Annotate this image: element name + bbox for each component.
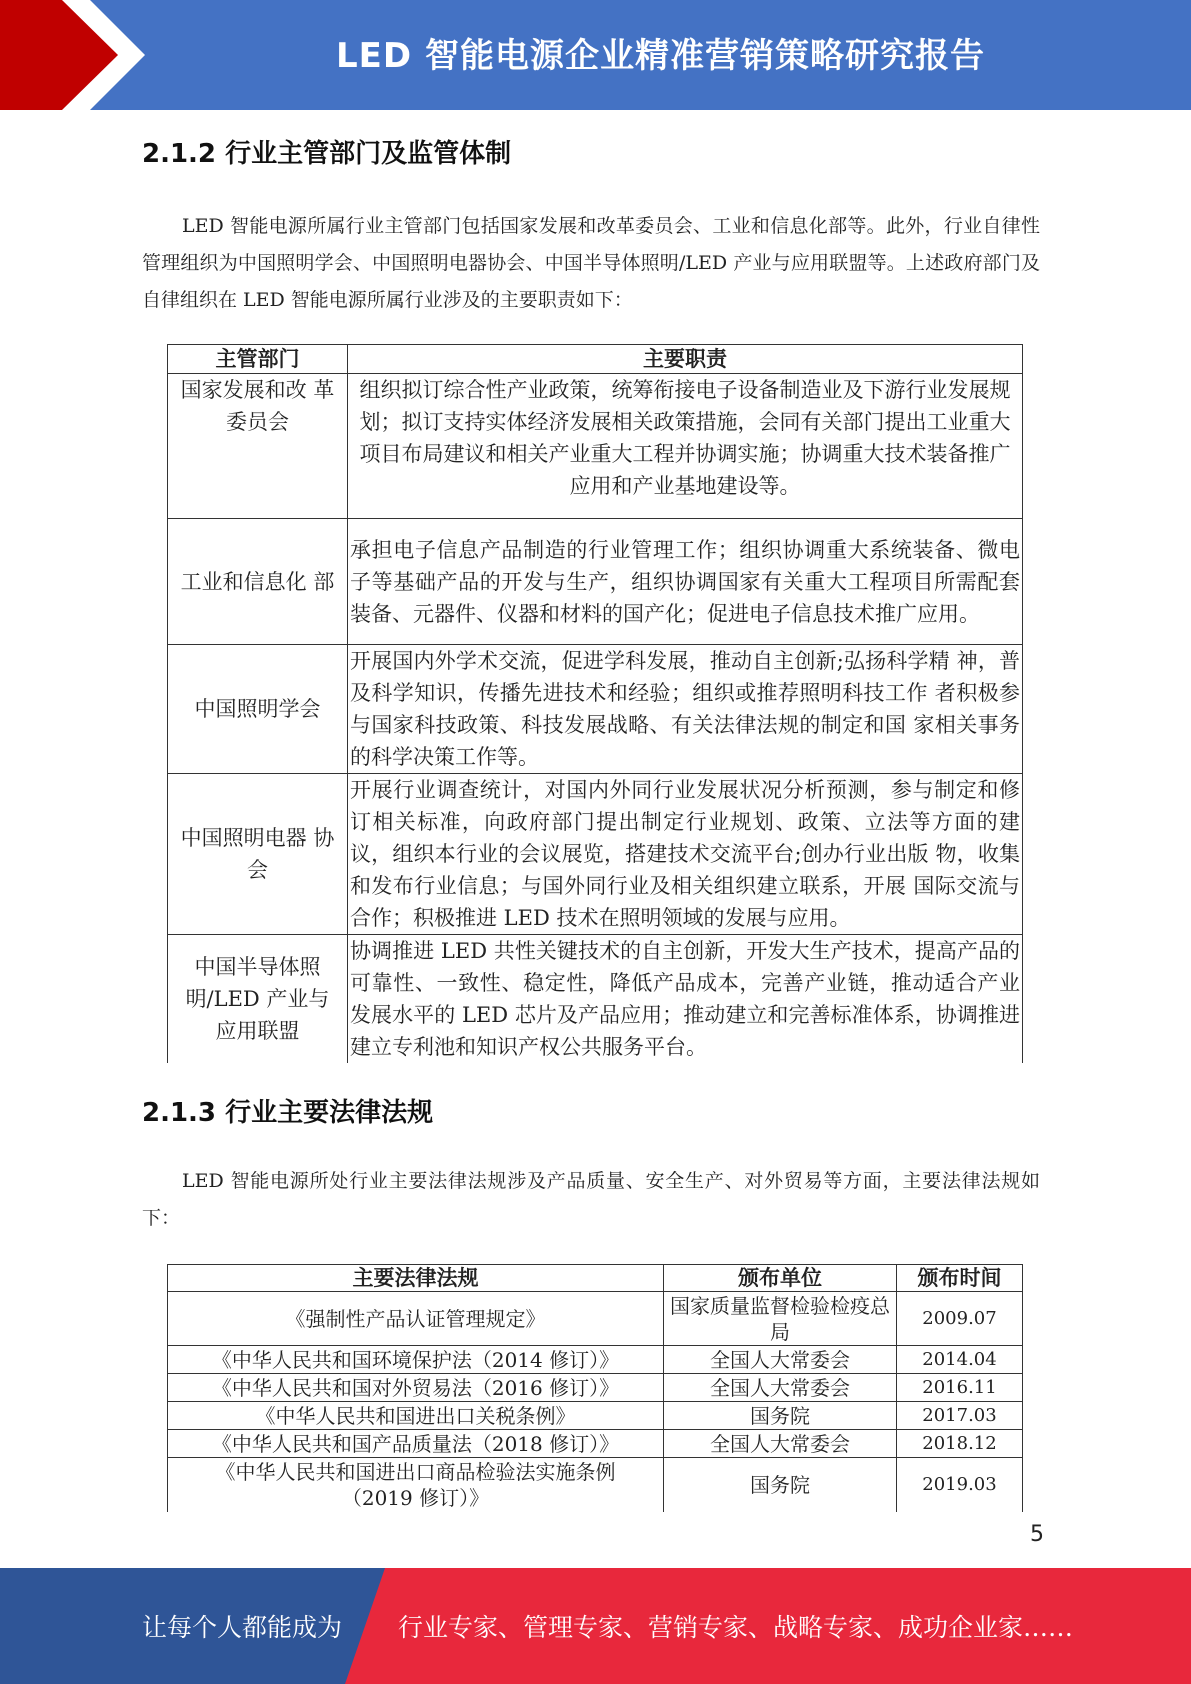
issuer-cell: 国务院 (664, 1458, 897, 1512)
report-title: LED 智能电源企业精准营销策略研究报告 (336, 36, 985, 76)
law-cell: 《中华人民共和国进出口商品检验法实施条例（2019 修订）》 (168, 1458, 664, 1512)
dept-cell: 中国照明电器 协会 (168, 774, 348, 935)
issuer-cell: 全国人大常委会 (664, 1374, 897, 1402)
table-row (168, 1374, 1023, 1402)
table-row (168, 1402, 1023, 1430)
table-row (168, 519, 1023, 645)
footer-slogan-right: 行业专家、管理专家、营销专家、战略专家、成功企业家…… (398, 1613, 1074, 1642)
table-row (168, 774, 1023, 935)
table-row (168, 1458, 1023, 1512)
column-header-issuer: 颁布单位 (664, 1265, 897, 1292)
column-header-law: 主要法律法规 (168, 1265, 664, 1292)
issuer-cell: 全国人大常委会 (664, 1430, 897, 1458)
table-row (168, 645, 1023, 774)
table-row (168, 1430, 1023, 1458)
dept-cell: 工业和信息化 部 (168, 519, 348, 645)
law-cell: 《中华人民共和国环境保护法（2014 修订）》 (168, 1346, 664, 1374)
paragraph-text: LED 智能电源所属行业主管部门包括国家发展和改革委员会、工业和信息化部等。此外，行业自律性管理组织为中国照明学会、中国照明电器协会、中国半导体照明/LED 产业与应用联盟等。上述政府部门及自律组织在 LED 智能电源所属行业涉及的主要职责如下： (142, 215, 1040, 311)
section-2-1-3-paragraph (142, 1163, 1040, 1237)
section-2-1-2-paragraph (142, 208, 1040, 319)
date-cell: 2018.12 (897, 1430, 1023, 1458)
page-header (0, 0, 1191, 110)
footer-slogan-left: 让每个人都能成为 (142, 1613, 343, 1642)
issuer-cell: 国家质量监督检验检疫总局 (664, 1292, 897, 1346)
table-row (168, 935, 1023, 1064)
column-header-dept: 主管部门 (168, 345, 348, 374)
duty-cell: 开展国内外学术交流，促进学科发展，推动自主创新;弘扬科学精 神，普及科学知识，传播先进技术和经验；组织或推荐照明科技工作 者积极参与国家科技政策、科技发展战略、有关法律法规的制定和国 家相关事务的科学决策工作等。 (348, 645, 1023, 774)
page-number: 5 (1030, 1522, 1044, 1547)
dept-cell: 中国半导体照 明/LED 产业与 应用联盟 (168, 935, 348, 1064)
duty-cell: 协调推进 LED 共性关键技术的自主创新，开发大生产技术，提高产品的可靠性、一致性、稳定性，降低产品成本，完善产业链，推动适合产业发展水平的 LED 芯片及产品应用；推动建立和完善标准体系，协调推进建立专利池和知识产权公共服务平台。 (348, 935, 1023, 1064)
duty-cell: 开展行业调查统计，对国内外同行业发展状况分析预测，参与制定和修订相关标准，向政府部门提出制定行业规划、政策、立法等方面的建议，组织本行业的会议展览，搭建技术交流平台;创办行业出版 物，收集和发布行业信息；与国外同行业及相关组织建立联系，开展 国际交流与合作；积极推进 LED 技术在照明领域的发展与应用。 (348, 774, 1023, 935)
law-cell: 《中华人民共和国进出口关税条例》 (168, 1402, 664, 1430)
law-cell: 《中华人民共和国产品质量法（2018 修订）》 (168, 1430, 664, 1458)
duty-cell: 承担电子信息产品制造的行业管理工作；组织协调重大系统装备、微电子等基础产品的开发与生产，组织协调国家有关重大工程项目所需配套装备、元器件、仪器和材料的国产化；促进电子信息技术推广应用。 (348, 519, 1023, 645)
law-cell: 《中华人民共和国对外贸易法（2016 修订）》 (168, 1374, 664, 1402)
date-cell: 2019.03 (897, 1458, 1023, 1512)
date-cell: 2017.03 (897, 1402, 1023, 1430)
duty-cell: 组织拟订综合性产业政策，统筹衔接电子设备制造业及下游行业发展规划；拟订支持实体经济发展相关政策措施，会同有关部门提出工业重大项目布局建议和相关产业重大工程并协调实施；协调重大技术装备推广应用和产业基地建设等。 (348, 374, 1023, 519)
date-cell: 2009.07 (897, 1292, 1023, 1346)
column-header-date: 颁布时间 (897, 1265, 1023, 1292)
table-row (168, 374, 1023, 519)
issuer-cell: 国务院 (664, 1402, 897, 1430)
issuer-cell: 全国人大常委会 (664, 1346, 897, 1374)
law-table (167, 1264, 1023, 1512)
table-header-row (168, 1265, 1023, 1292)
section-heading-2-1-2: 2.1.2 行业主管部门及监管体制 (142, 139, 512, 169)
table-header-row (168, 345, 1023, 374)
table-row (168, 1292, 1023, 1346)
dept-cell: 国家发展和改 革委员会 (168, 374, 348, 519)
dept-cell: 中国照明学会 (168, 645, 348, 774)
paragraph-text: LED 智能电源所处行业主要法律法规涉及产品质量、安全生产、对外贸易等方面，主要法律法规如下： (142, 1170, 1040, 1229)
column-header-duty: 主要职责 (348, 345, 1023, 374)
law-cell: 《强制性产品认证管理规定》 (168, 1292, 664, 1346)
section-heading-2-1-3: 2.1.3 行业主要法律法规 (142, 1098, 434, 1128)
page-footer (0, 1568, 1191, 1684)
date-cell: 2014.04 (897, 1346, 1023, 1374)
regulator-duty-table (167, 344, 1023, 1063)
table-row (168, 1346, 1023, 1374)
date-cell: 2016.11 (897, 1374, 1023, 1402)
